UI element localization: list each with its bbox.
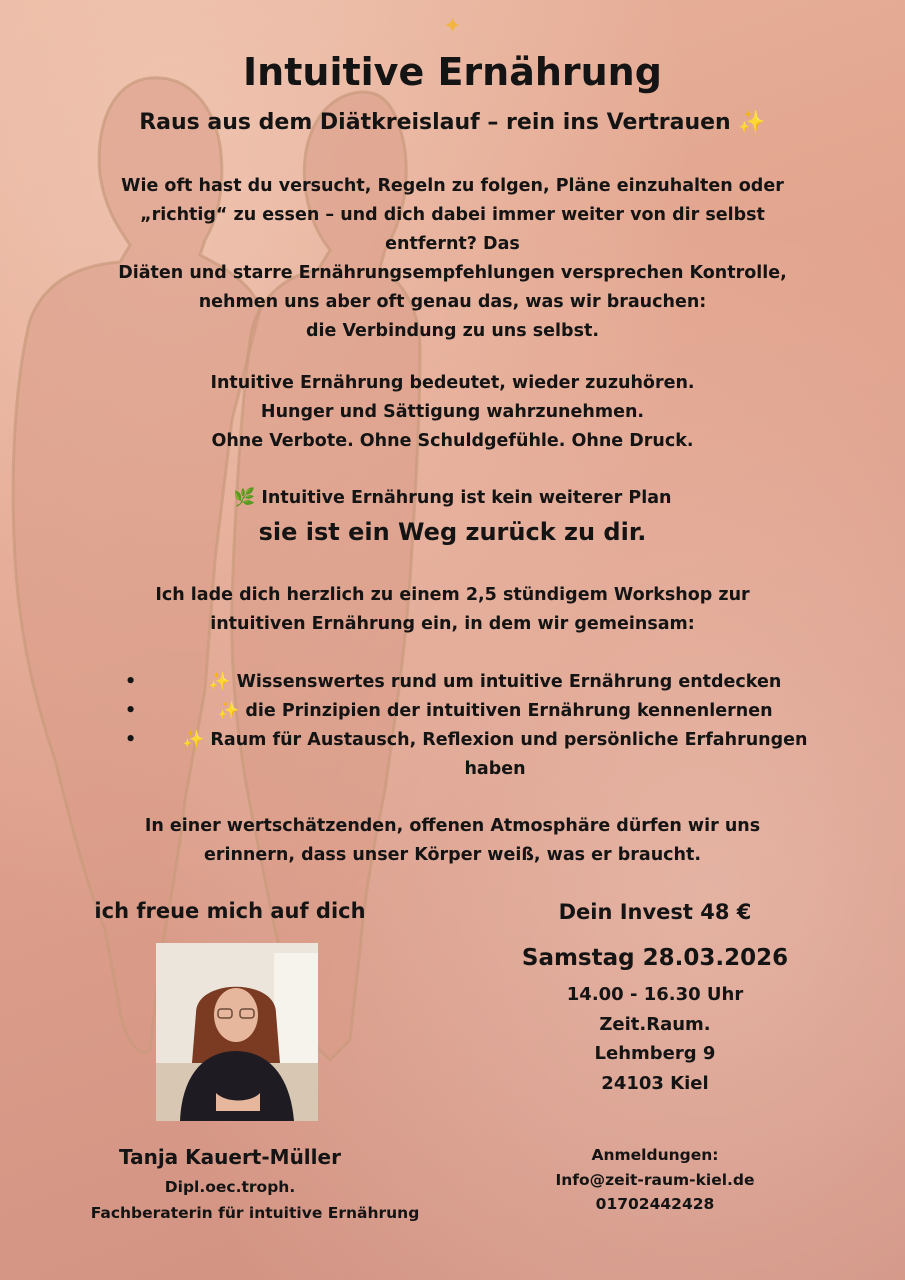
sparkle-icon: ✨ [217,701,240,721]
event-time: 14.00 - 16.30 Uhr [566,984,744,1005]
plan-text: Intuitive Ernährung ist kein weiterer Plan [261,488,672,508]
price-text: Dein Invest 48 € [558,900,752,924]
meaning-line: Intuitive Ernährung bedeutet, wieder zuzuhören. [210,373,695,393]
list-item-text-continued: haben [464,759,526,779]
list-item [125,726,825,784]
registration-email[interactable]: Info@zeit-raum-kiel.de [555,1170,755,1189]
star-icon: ✦ [443,14,462,39]
greeting-text: ich freue mich auf dich [94,899,366,923]
page-title: Intuitive Ernährung [243,50,662,94]
registration-label: Anmeldungen: [591,1146,719,1164]
registration-info [490,1143,820,1217]
closing-text [0,812,905,870]
invite-line: intuitiven Ernährung ein, in dem wir gemeinsam: [210,614,695,634]
meaning-line: Ohne Verbote. Ohne Schuldgefühle. Ohne Druck. [211,431,694,451]
closing-line: erinnern, dass unser Körper weiß, was er braucht. [203,845,702,865]
intro-line: Diäten und starre Ernährungsempfehlungen versprechen Kontrolle, [118,263,787,283]
intro-line: Wie oft hast du versucht, Regeln zu folgen, Pläne einzuhalten oder [121,176,784,196]
sparkle-icon: ✨ [208,672,231,692]
list-item-text: die Prinzipien der intuitiven Ernährung kennenlernen [245,701,773,721]
event-date: Samstag 28.03.2026 [521,945,789,971]
list-item-text: Wissenswertes rund um intuitive Ernährung entdecken [236,672,782,692]
event-venue: Zeit.Raum. [599,1013,711,1035]
plan-emphasis: sie ist ein Weg zurück zu dir. [258,518,647,546]
list-item [125,697,825,726]
host-role: Fachberaterin für intuitive Ernährung [90,1204,420,1222]
event-street: Lehmberg 9 [594,1043,716,1064]
page-subtitle [0,110,905,135]
intro-line: entfernt? Das [385,234,520,254]
subtitle-text: Raus aus dem Diätkreislauf – rein ins Vertrauen [139,110,731,135]
intro-line: die Verbindung zu uns selbst. [305,321,600,341]
sparkle-icon: ✨ [182,730,205,750]
host-degree: Dipl.oec.troph. [164,1178,296,1196]
registration-phone[interactable]: 01702442428 [595,1195,715,1213]
meaning-text [0,369,905,456]
bullet-dot: • [125,672,137,692]
workshop-topics-list [125,668,825,784]
bullet-dot: • [125,730,137,750]
invite-line: Ich lade dich herzlich zu einem 2,5 stündigem Workshop zur [155,585,750,605]
event-details [490,980,820,1098]
plan-line [0,484,905,513]
host-portrait-image [156,943,318,1121]
intro-line: „richtig“ zu essen – und dich dabei immer weiter von dir selbst [140,205,765,225]
list-item [125,668,825,697]
intro-line: nehmen uns aber oft genau das, was wir brauchen: [198,292,707,312]
host-photo [156,943,318,1121]
sparkle-icon: ✨ [738,110,766,135]
leaf-icon: 🌿 [233,488,256,508]
invite-text [0,581,905,639]
event-city: 24103 Kiel [601,1072,709,1094]
bullet-dot: • [125,701,137,721]
list-item-text: Raum für Austausch, Reflexion und persönliche Erfahrungen [210,730,808,750]
closing-line: In einer wertschätzenden, offenen Atmosphäre dürfen wir uns [144,816,761,836]
intro-text [0,172,905,346]
meaning-line: Hunger und Sättigung wahrzunehmen. [260,402,645,422]
host-name: Tanja Kauert-Müller [119,1145,341,1169]
